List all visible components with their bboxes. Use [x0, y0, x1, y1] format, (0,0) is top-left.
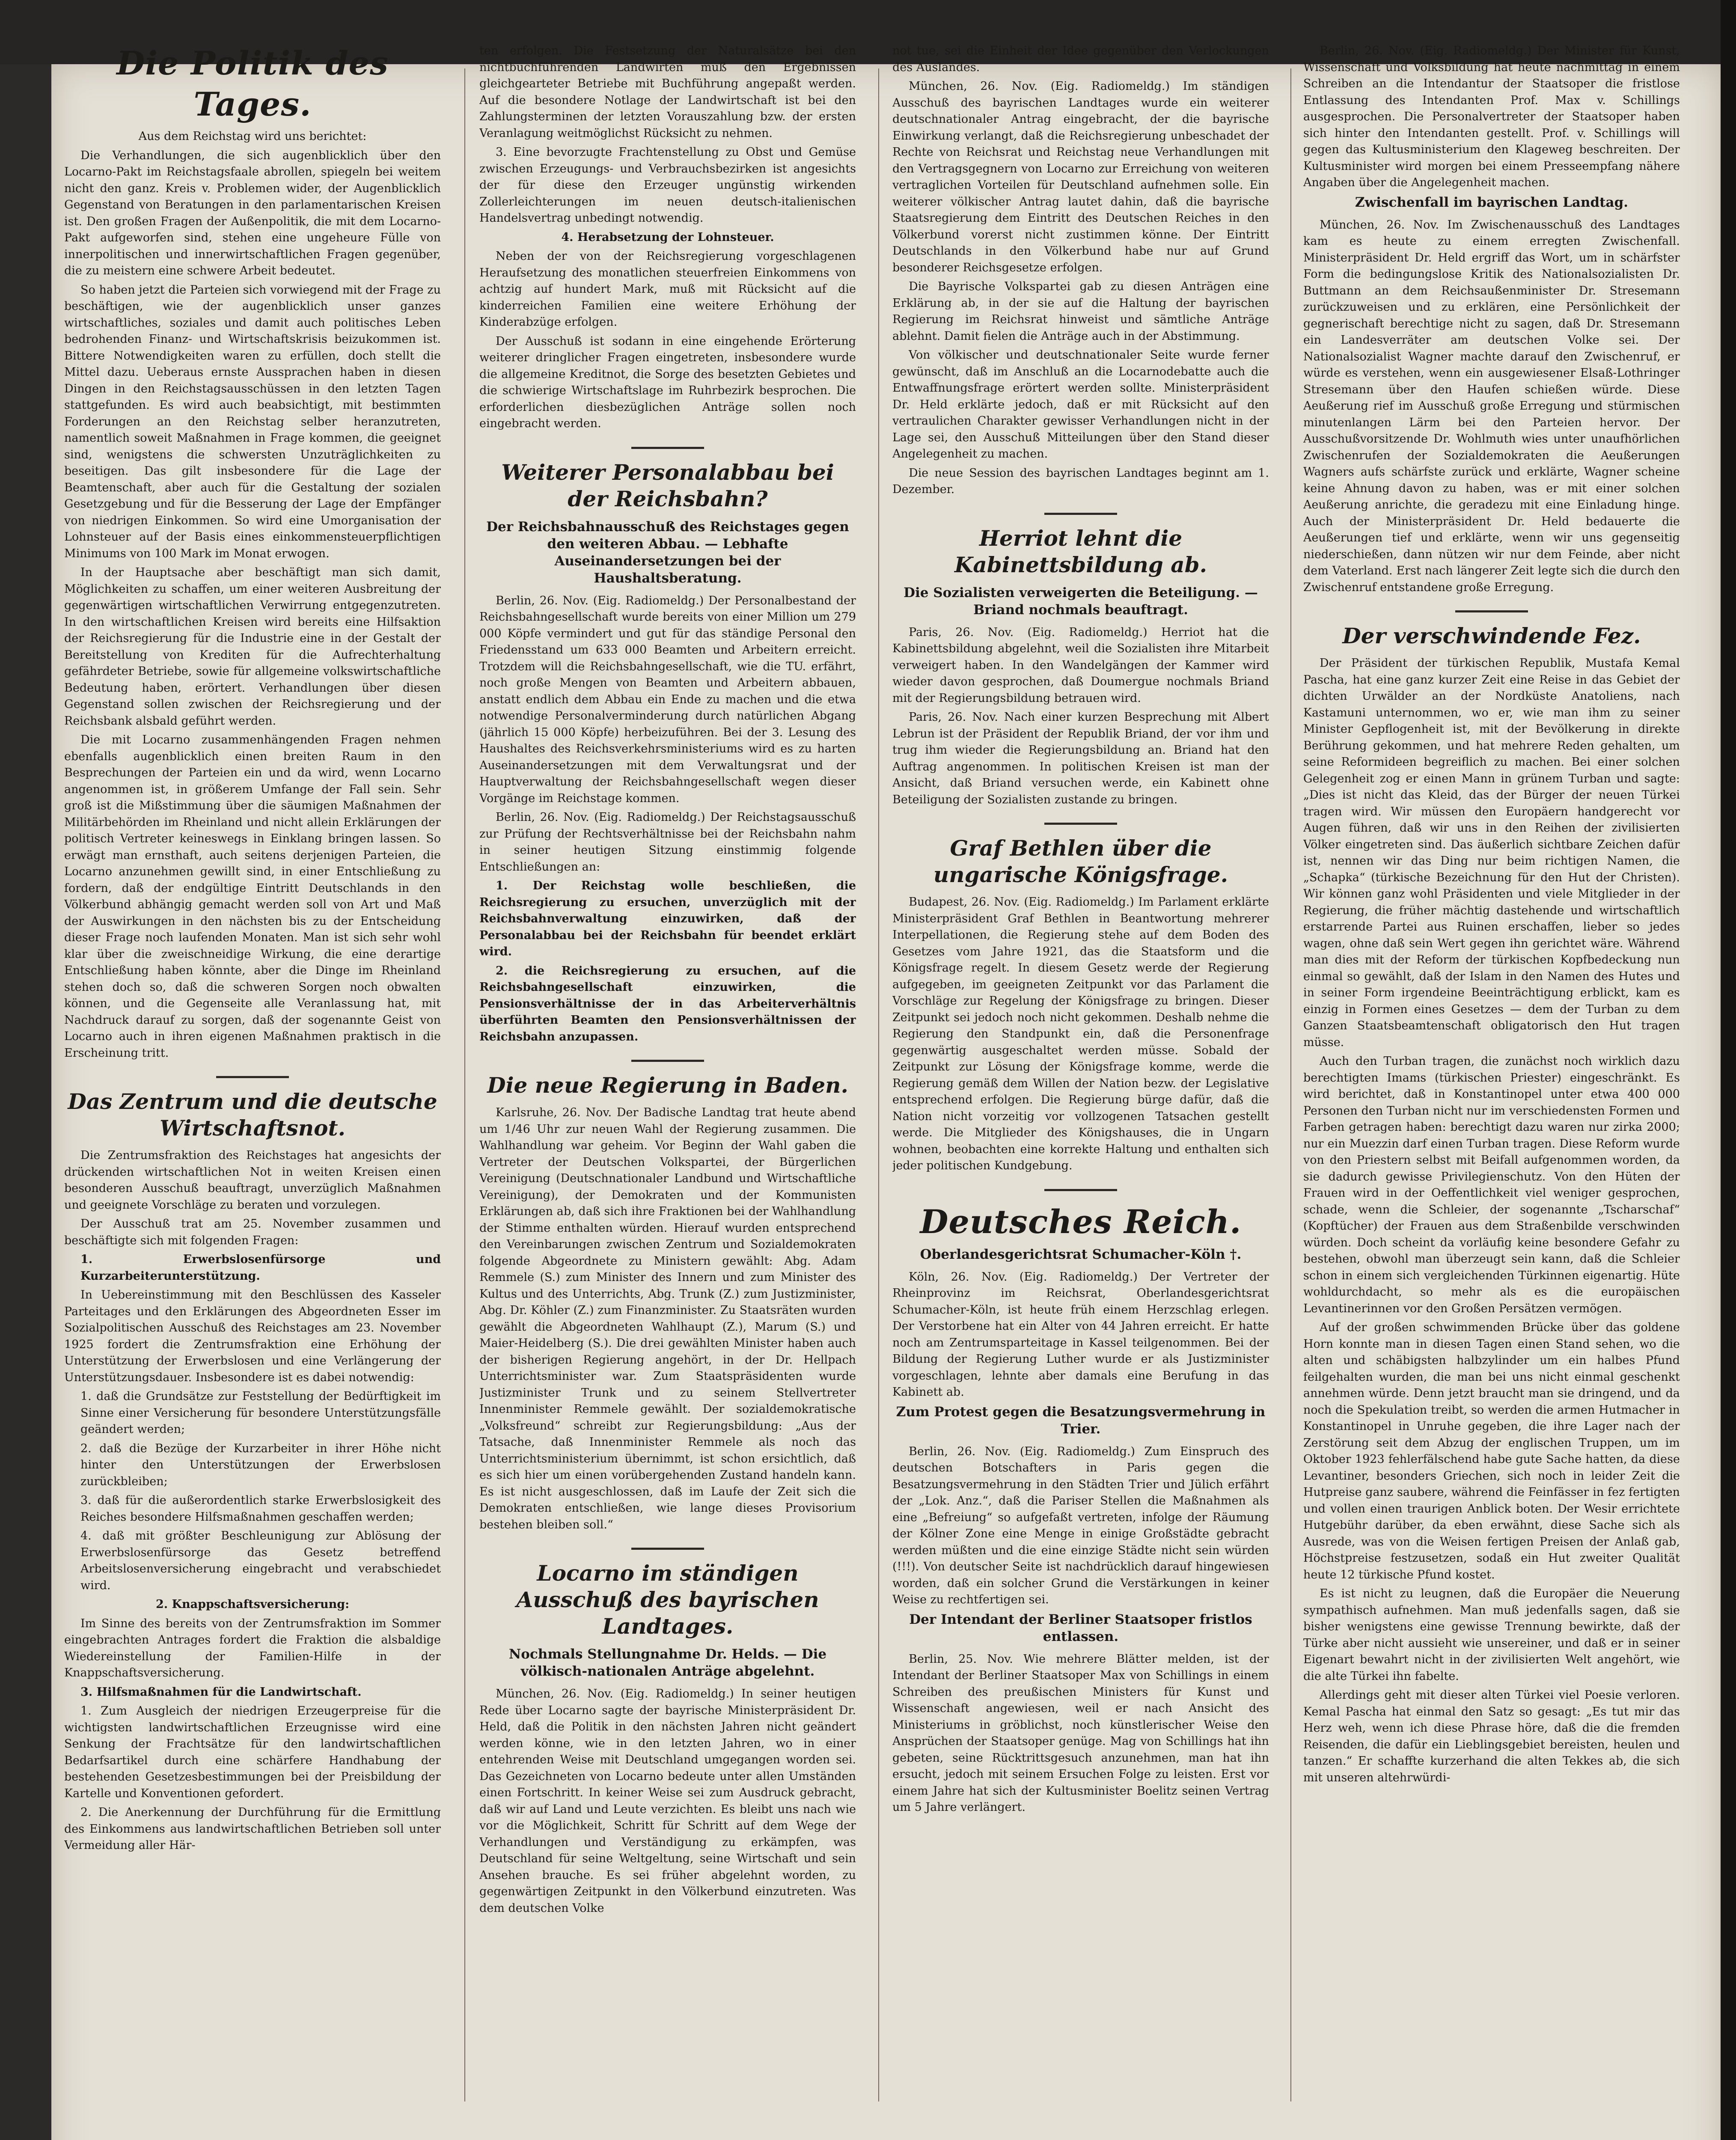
paragraph: Es ist nicht zu leugnen, daß die Europäer die Neuerung sympathisch aufnehmen. Man muß jedenfalls sagen, daß sie bisher wenigstens eine gewisse Trennung bewirkte, daß der Türke aber nicht aussieht wie unsereiner, und daß er in seiner Eigenart bewahrt nicht in der zivilisierten Welt angehört, wie die alte Türkei ihn fabelte.	[1303, 1587, 1680, 1683]
article-subheadline: Oberlandesgerichtsrat Schumacher-Köln †.	[920, 1246, 1242, 1262]
paragraph: Die Verhandlungen, die sich augenblicklich über den Locarno-Pakt im Reichstagsfaale abrollen, spiegeln bei weitem nicht den ganz. Kreis v. Problemen wider, der Augenblicklich Gegenstand von Beratungen in den parlamentarischen Kreisen ist. Den großen Fragen der Außenpolitik, die mit dem Locarno-Pakt aufgeworfen sind, stehen eine ungeheure Fülle von innerpolitischen und innerwirtschaftlichen Fragen gegenüber, die zu meistern eine schwere Arbeit bedeutet.	[64, 149, 441, 277]
section-separator	[1044, 513, 1117, 515]
paragraph: Berlin, 25. Nov. Wie mehrere Blätter melden, ist der Intendant der Berliner Staatsoper Max von Schillings in einem Schreiben des preußischen Ministers für Kunst und Wissenschaft angewiesen, weil er nach Ansicht des Ministeriums in gröblichst, noch künstlerischer Weise den Ansprüchen der Staatsoper genüge. Mag von Schillings hat ihn gebeten, seine Rücktrittsgesuch anzunehmen, man hat ihn ersucht, jedoch mit seinem Ersuchen Folge zu leisten. Erst vor einem Jahre hat sich der Kultusminister Boelitz seinen Vertrag um 5 Jahre verlängert.	[892, 1652, 1269, 1814]
column-3	[892, 43, 1269, 2106]
column-rule	[464, 68, 465, 2101]
paragraph: Karlsruhe, 26. Nov. Der Badische Landtag trat heute abend um 1/46 Uhr zur neuen Wahl der Regierung zusammen. Die Wahlhandlung war geheim. Vor Beginn der Wahl gaben die Vertreter der Deutschen Volkspartei, der Bürgerlichen Vereinigung (Deutschnationaler Landbund und Wirtschaftliche Vereinigung), der Demokraten und der Kommunisten Erklärungen ab, daß sich ihre Fraktionen bei der Wahlhandlung der Stimme enthalten würden. Hierauf wurden entsprechend den Vereinbarungen zwischen Zentrum und Sozialdemokraten folgende Abgeordnete zu Ministern gewählt: Abg. Adam Remmele (S.) zum Minister des Innern und zum Minister des Kultus und des Unterrichts, Abg. Trunk (Z.) zum Justizminister, Abg. Dr. Köhler (Z.) zum Finanzminister. Zu Staatsräten wurden gewählt die Abgeordneten Wahlhaupt (Z.), Marum (S.) und Maier-Heidelberg (S.). Die drei gewählten Minister haben auch der bisherigen Regierung angehört, in der Dr. Hellpach Unterrichtsminister war. Zum Staatspräsidenten wurde Justizminister Trunk und zu seinem Stellvertreter Innenminister Remmele gewählt. Der sozialdemokratische „Volksfreund“ schreibt zur Regierungsbildung: „Aus der Tatsache, daß Innenminister Remmele als noch das Unterrichtsministerium übernimmt, ist schon ersichtlich, daß es sich hier um einen vorübergehenden Zustand handeln kann. Es ist nicht ausgeschlossen, daß im Laufe der Zeit sich die Demokraten entschließen, wie lange dieses Provisorium bestehen bleiben soll.“	[479, 1106, 856, 1531]
paragraph: Neben der von der Reichsregierung vorgeschlagenen Heraufsetzung des monatlichen steuerfreien Einkommens von achtzig auf hundert Mark, muß mit Rücksicht auf die kinderreichen Familien eine weitere Erhöhung der Kinderabzüge erfolgen.	[479, 250, 856, 329]
column-2	[479, 43, 856, 2106]
paragraph: Der Ausschuß trat am 25. November zusammen und beschäftigte sich mit folgenden Fragen:	[64, 1217, 441, 1247]
paragraph: ten erfolgen. Die Festsetzung der Naturalsätze bei den nichtbuchführenden Landwirten muß den Ergebnissen gleichgearteter Betriebe mit Buchführung angepaßt werden. Auf die besondere Notlage der Landwirtschaft ist bei den Zahlungsterminen der letzten Vorauszahlung bzw. der ersten Veranlagung weitmöglichst Rücksicht zu nehmen.	[479, 44, 856, 140]
article-subheadline: Die Sozialisten verweigerten die Beteiligung. — Briand nochmals beauftragt.	[904, 585, 1258, 618]
column-rule	[1290, 68, 1291, 2101]
section-separator	[631, 1548, 704, 1550]
paragraph: München, 26. Nov. (Eig. Radiomeldg.) Im ständigen Ausschuß des bayrischen Landtages wurde ein weiterer deutschnationaler Antrag eingebracht, der die bayrische Einwirkung verlangt, daß die Reichsregierung unbeschadet der Rechte von Reichsrat und Reichstag neue Verhandlungen mit den Vertragsgegnern von Locarno zur Erreichung von weiteren vertraglichen Vorteilen für Deutschland aufnehmen solle. Ein weiterer völkischer Antrag lautet dahin, daß die bayrische Staatsregierung dem Eintritt des Deutschen Reiches in den Völkerbund vorerst nicht zustimmen könne. Der Eintritt Deutschlands in den Völkerbund habe nur auf Grund besonderer Reichsgesetze erfolgen.	[892, 80, 1269, 274]
paragraph: Der Präsident der türkischen Republik, Mustafa Kemal Pascha, hat eine ganz kurzer Zeit eine Reise in das Gebiet der dichten Urwälder an der Nordküste Anatoliens, nach Kastamuni unternommen, wo er, wie man ihm zu seiner Minister Gepflogenheit ist, mit der Bevölkerung in direkte Berührung gekommen, und hat mehrere Reden gehalten, um seine Reformideen begreiflich zu machen. Bei einer solchen Gelegenheit zog er einen Mann in grünem Turban und sagte: „Dies ist nicht das Kleid, das der Bürger der neuen Türkei tragen wird. Wir müssen den Europäern handgerecht vor Augen führen, daß wir uns in den Reihen der zivilisierten Völker eingetreten sind. Das äußerlich sichtbare Zeichen dafür ist, nennen wir das Ding nur beim richtigen Namen, die „Schapka“ (türkische Bezeichnung für den Hut der Christen). Wir können ganz wohl Präsidenten und viele Mitglieder in der Regierung, die früher mächtig dastehende und wirtschaftlich erstarrende Partei aus Ruinen erschaffen, lieber so jedes wagen, ohne daß sein Wert gegen ihn gerichtet wäre. Während man dies mit der Reform der türkischen Kopfbedeckung nun einmal so gewählt, daß der Islam in den Namen des Hutes und in seiner Form irgendeine Beeinträchtigung erblickt, kam es einzig in Formen eines Gesetzes — dem der Turban zu dem Ganzen Staatsbeamtenschaft obligatorisch den Hut tragen müsse.	[1303, 657, 1680, 1049]
paragraph: Von völkischer und deutschnationaler Seite wurde ferner gewünscht, daß im Anschluß an die Locarnodebatte auch die Entwaffnungsfrage erörtert werden sollte. Ministerpräsident Dr. Held erklärte jedoch, daß er mit Rücksicht auf den vertraulichen Charakter gewisser Verhandlungen nicht in der Lage sei, den Ausschuß Mitteilungen über den Stand dieser Angelegenheit zu machen.	[892, 348, 1269, 461]
paragraph: München, 26. Nov. Im Zwischenausschuß des Landtages kam es heute zu einem erregten Zwischenfall. Ministerpräsident Dr. Held ergriff das Wort, um in schärfster Form die bedingungslose Kritik des Nationalsozialisten Dr. Buttmann an dem Reichsaußenminister Dr. Stresemann zurückzuweisen und zu erklären, eine Persönlichkeit der gegnerischaft berechtige nicht zu sagen, daß Dr. Stresemann ein Landesverräter am deutschen Volke sei. Der Nationalsozialist Wagner machte darauf den Zwischenruf, er würde es verstehen, wenn ein ausgewiesener Elsaß-Lothringer Stresemann über den Haufen schießen würde. Diese Aeußerung rief im Ausschuß große Erregung und stürmischen minutenlangen Lärm bei den Parteien hervor. Der Ausschußvorsitzende Dr. Wohlmuth wies unter unaufhörlichen Zwischenrufen der Sozialdemokraten die Aeußerungen Wagners aufs schärfste zurück und erklärte, Wagner scheine keine Ahnung davon zu haben, was er mit einer solchen Aeußerung anrichte, die geradezu mit eine Einladung hinge. Auch der Ministerpräsident Dr. Held bedauerte die Aeußerungen tief und erklärte, wenn wir uns gegenseitig niederschießen, dann nützen wir nur dem Feinde, aber nicht dem Vaterland. Erst nach längerer Zeit legte sich die durch den Zwischenruf entstandene große Erregung.	[1303, 218, 1680, 594]
article-subheadline: Der Reichsbahnausschuß des Reichstages gegen den weiteren Abbau. — Lebhafte Auseinandersetzungen bei der Haushaltsberatung.	[486, 519, 849, 586]
paragraph: Paris, 26. Nov. (Eig. Radiomeldg.) Herriot hat die Kabinettsbildung abgelehnt, weil die Sozialisten ihre Mitarbeit verweigert haben. In den Wandelgängen der Kammer wird wieder davon gesprochen, daß Doumergue nochmals Briand mit der Regierungsbildung betrauen wird.	[892, 625, 1269, 705]
article-subheadline: Zwischenfall im bayrischen Landtag.	[1355, 194, 1629, 210]
article-headline: Locarno im ständigen Ausschuß des bayrischen Landtages.	[516, 1560, 819, 1639]
paragraph: Der Ausschuß ist sodann in eine eingehende Erörterung weiterer dringlicher Fragen eingetreten, insbesondere wurde die allgemeine Kreditnot, die Sorge des besetzten Gebietes und die schwierige Wirtschaftslage im Ruhrbezirk besprochen. Die erforderlichen diesbezüglichen Anträge sollen noch eingebracht werden.	[479, 334, 856, 430]
list-item: 4. daß mit größter Beschleunigung zur Ablösung der Erwerbslosenfürsorge das Gesetz betreffend Arbeitslosenversicherung eingebracht und verabschiedet wird.	[80, 1529, 441, 1592]
paragraph: 1. Zum Ausgleich der niedrigen Erzeugerpreise für die wichtigsten landwirtschaftlichen Erzeugnisse wird eine Senkung der Frachtsätze für den landwirtschaftlichen Bedarfsartikel durch eine schärfere Handhabung der bestehenden Gesetzesbestimmungen bei der Preisbildung der Kartelle und Konventionen gefordert.	[64, 1704, 441, 1800]
paragraph: Paris, 26. Nov. Nach einer kurzen Besprechung mit Albert Lebrun ist der Präsident der Republik Briand, der vor ihm und trug ihm wieder die Regierungsbildung an. Briand hat den Auftrag angenommen. In politischen Kreisen ist man der Ansicht, daß Briand versuchen werde, ein Kabinett ohne Beteiligung der Sozialisten zustande zu bringen.	[892, 710, 1269, 806]
list-item: 1. Der Reichstag wolle beschließen, die Reichsregierung zu ersuchen, unverzüglich mit der Reichsbahnverwaltung einzuwirken, daß der Personalabbau bei der Reichsbahn für beendet erklärt wird.	[479, 879, 856, 958]
section-separator	[216, 1076, 289, 1078]
article-headline: Herriot lehnt die Kabinettsbildung ab.	[954, 525, 1207, 577]
list-heading: 2. Knappschaftsversicherung:	[155, 1598, 350, 1611]
article-headline: Graf Bethlen über die ungarische Königsfrage.	[933, 835, 1228, 887]
section-separator	[631, 1060, 704, 1062]
paragraph: Berlin, 26. Nov. (Eig. Radiomeldg.) Der Reichstagsausschuß zur Prüfung der Rechtsverhältnisse bei der Reichsbahn nahm in seiner heutigen Sitzung einstimmig folgende Entschließungen an:	[479, 811, 856, 874]
paragraph: In der Hauptsache aber beschäftigt man sich damit, Möglichkeiten zu schaffen, um einer weiteren Ausbreitung der gegenwärtigen wirtschaftlichen Verwirrung entgegenzutreten. In den wirtschaftlichen Kreisen wird bereits eine Hilfsaktion der Reichsregierung für die Industrie eine in der Gestalt der Bereitstellung von Krediten für die Aufrechterhaltung gefährdeter Betriebe, sowie für allgemeine volkswirtschaftliche Bedeutung haben, erörtert. Verhandlungen über diesen Gegenstand sollen zwischen der Reichsregierung und der Reichsbank alsbald geführt werden.	[64, 566, 441, 728]
list-heading: 3. Hilfsmaßnahmen für die Landwirtschaft.	[80, 1685, 362, 1699]
section-separator	[1044, 823, 1117, 825]
list-item: 3. daß für die außerordentlich starke Erwerbslosigkeit des Reiches besondere Hilfsmaßnahmen geschaffen werden;	[80, 1494, 441, 1524]
paragraph: Berlin, 26. Nov. (Eig. Radiomeldg.) Der Personalbestand der Reichsbahngesellschaft wurde bereits von einer Million um 279 000 Köpfe vermindert und gut für das ständige Personal den Friedensstand um 633 000 Beamten und Arbeitern erreicht. Trotzdem will die Reichsbahngesellschaft, wie die TU. erfährt, noch große Mengen von Beamten und Arbeitern abbauen, anstatt endlich dem Abbau ein Ende zu machen und die etwa notwendige Personalverminderung durch natürlichen Abgang (jährlich 15 000 Köpfe) herbeizuführen. Bei der 3. Lesung des Haushaltes des Reichsverkehrsministeriums wird es zu harten Auseinandersetzungen mit dem Verwaltungsrat und der Hauptverwaltung der Reichsbahngesellschaft wegen dieser Vorgänge im Reichstage kommen.	[479, 594, 856, 805]
paragraph: 2. Die Anerkennung der Durchführung für die Ermittlung des Einkommens aus landwirtschaftlichen Betrieben soll unter Vermeidung aller Här-	[64, 1806, 441, 1852]
column-4	[1303, 43, 1680, 2106]
paragraph: Berlin, 26. Nov. (Eig. Radiomeldg.) Zum Einspruch des deutschen Botschafters in Paris gegen die Besatzungsvermehrung in den Städten Trier und Jülich erfährt der „Lok. Anz.“, daß die Pariser Stellen die Maßnahmen als eine „Befreiung“ so aufgefaßt vertreten, infolge der Räumung der Kölner Zone eine Menge in einige Großstädte gebracht werden müßten und die eine einzige Städte nicht sein würden (!!!). Von deutscher Seite ist nachdrücklich darauf hingewiesen worden, daß ein solcher Grund die Verstärkungen in keiner Weise zu rechtfertigen sei.	[892, 1444, 1269, 1606]
list-item: 2. daß die Bezüge der Kurzarbeiter in ihrer Höhe nicht hinter den Unterstützungen der Erwerbslosen zurückbleiben;	[80, 1442, 441, 1488]
section-separator	[1455, 610, 1528, 612]
paragraph: Die mit Locarno zusammenhängenden Fragen nehmen ebenfalls augenblicklich einen breiten Raum in den Besprechungen der Parteien ein und da wird, wenn Locarno angenommen ist, in größerem Umfange der Fall sein. Sehr groß ist die Mißstimmung über die säumigen Maßnahmen der Militärbehörden im Rheinland und nicht allein Erklärungen der politisch Vertreter keineswegs in Einklang bringen lassen. So erwägt man ernsthaft, auch seitens derjenigen Parteien, die Locarno anzunehmen gewillt sind, in einer Entschließung zu fordern, daß der endgültige Eintritt Deutschlands in den Völkerbund abhängig gemacht werden soll von Art und Maß der Auswirkungen in den nächsten bis zu der Entscheidung dieser Frage noch laufenden Monaten. Man ist sich sehr wohl klar über die zweischneidige Wirkung, die eine derartige Entschließung haben könnte, aber die Dinge im Rheinland stehen doch so, daß die schweren Sorgen noch obwalten können, und die Gegenseite alle Veranlassung hat, mit Nachdruck darauf zu sorgen, daß der sogenannte Geist von Locarno auch in ihren eigenen Maßnahmen praktisch in die Erscheinung tritt.	[64, 733, 441, 1060]
article-headline: Die neue Regierung in Baden.	[487, 1073, 848, 1098]
list-item: 2. die Reichsregierung zu ersuchen, auf die Reichsbahngesellschaft einzuwirken, die Pensionsverhältnisse der in das Arbeiterverhältnis überführten Beamten den Pensionsverhältnissen der Reichsbahn anzupassen.	[479, 964, 856, 1043]
list-heading: 1. Erwerbslosenfürsorge und Kurzarbeiterunterstützung.	[80, 1253, 441, 1283]
paragraph: 3. Eine bevorzugte Frachtenstellung zu Obst und Gemüse zwischen Erzeugungs- und Verbrauchsbezirken ist angesichts der für diese den Erzeuger ungünstig wirkenden Zollerleichterungen im neuen deutsch-italienischen Handelsvertrag unbedingt notwendig.	[479, 146, 856, 225]
article-subheadline: Der Intendant der Berliner Staatsoper fristlos entlassen.	[909, 1611, 1252, 1644]
paragraph: Die neue Session des bayrischen Landtages beginnt am 1. Dezember.	[892, 466, 1269, 496]
paragraph: Allerdings geht mit dieser alten Türkei viel Poesie verloren. Kemal Pascha hat einmal den Satz so gesagt: „Es tut mir das Herz weh, wenn ich diese Phrase höre, daß die die fremden Reisenden, die dafür ein Lieblingsgebiet bereisten, heulen und tanzen.“ Er schaffte kurzerhand die alten Tekkes ab, die sich mit unseren altehrwürdi-	[1303, 1688, 1680, 1784]
column-rule	[878, 68, 879, 2101]
paragraph: Berlin, 26. Nov. (Eig. Radiomeldg.) Der Minister für Kunst, Wissenschaft und Volksbildung hat heute nachmittag in einem Schreiben an die Intendantur der Staatsoper die fristlose Entlassung des Intendanten Prof. Max v. Schillings ausgesprochen. Die Personalvertreter der Staatsoper haben sich hinter den Intendanten gestellt. Prof. v. Schillings will gegen das Kultusministerium den Klageweg beschreiten. Der Kultusminister wird morgen bei einem Presseempfang nähere Angaben über die Angelegenheit machen.	[1303, 44, 1680, 189]
paragraph: München, 26. Nov. (Eig. Radiomeldg.) In seiner heutigen Rede über Locarno sagte der bayrische Ministerpräsident Dr. Held, daß die Politik in den nächsten Jahren nicht geändert werden könne, wie in den letzten Jahren, wo in einer entehrenden Weise mit Deutschland umgegangen worden sei. Das Gezeichneten von Locarno bedeute unter allen Umständen einen Fortschritt. In keiner Weise sei zum Ausdruck gebracht, daß wir auf Land und Leute verzichten. Es bleibt uns nach wie vor die Möglichkeit, Schritt für Schritt auf dem Wege der Verhandlungen und Verständigung zu erkämpfen, was Deutschland für seine Weltgeltung, seine Wirtschaft und sein Ansehen brauche. Es sei früher abgelehnt worden, zu gegenwärtigen Zeitpunkt in den Völkerbund einzutreten. Was dem deutschen Volke	[479, 1687, 856, 1915]
paragraph: not tue, sei die Einheit der Idee gegenüber den Verlockungen des Auslandes.	[892, 44, 1269, 74]
paragraph: Im Sinne des bereits von der Zentrumsfraktion im Sommer eingebrachten Antrages fordert die Fraktion die alsbaldige Wiedereinstellung der Familien-Hilfe in der Knappschaftsversicherung.	[64, 1617, 441, 1679]
paragraph: So haben jetzt die Parteien sich vorwiegend mit der Frage zu beschäftigen, wie der augenblicklich unser ganzes wirtschaftliches, soziales und damit auch politisches Leben bedrohenden Finanz- und Wirtschaftskrisis beizukommen ist. Bittere Notwendigkeiten waren zu erfüllen, doch stellt die Mittel dazu. Ueberaus ernste Aussprachen haben in diesen Dingen in den Reichstagsausschüssen in den letzten Tagen stattgefunden. Es wird auch beabsichtigt, mit bestimmten Forderungen an den Reichstag selber heranzutreten, namentlich soweit Maßnahmen in Frage kommen, die geeignet sind, wenigstens die schwersten Unzuträglichkeiten zu beseitigen. Das gilt insbesondere für die Lage der Beamtenschaft, aber auch für die Gestaltung der sozialen Gesetzgebung und für die Besserung der Lage der Empfänger von niedrigen Einkommen. So wird eine Umorganisation der Lohnsteuer auf der Basis eines einkommensteuerpflichtigen Minimums von 100 Mark im Monat erwogen.	[64, 283, 441, 560]
section-separator	[631, 447, 704, 449]
scan-right-edge	[1721, 0, 1736, 2140]
article-headline: Weiterer Personalabbau bei der Reichsbahn?	[501, 459, 834, 511]
list-heading: 4. Herabsetzung der Lohnsteuer.	[561, 230, 774, 244]
article-headline: Das Zentrum und die deutsche Wirtschaftsnot.	[68, 1089, 437, 1141]
paragraph: Budapest, 26. Nov. (Eig. Radiomeldg.) Im Parlament erklärte Ministerpräsident Graf Bethlen in Beantwortung mehrerer Interpellationen, die Regierung stehe auf dem Boden des Gesetzes vom Jahre 1921, das die Staatsform und die Königsfrage regelt. In diesem Gesetz werde der Regierung aufgegeben, im geeigneten Zeitpunkt vor das Parlament die Vorschläge zur Regelung der Königsfrage zu bringen. Dieser Zeitpunkt sei jedoch noch nicht gekommen. Deshalb nehme die Regierung den Standpunkt ein, daß die Personenfrage gegenwärtig ausgeschaltet werden müsse. Sobald der Zeitpunkt zur Lösung der Königsfrage komme, werde die Regierung gemäß dem Willen der Nation bezw. der Legislative entsprechend erfolgen. Die Regierung bürge dafür, daß die Nation nicht vorzeitig vor vollzogenen Tatsachen gestellt werde. Die Mitglieder des Königshauses, die in Ungarn wohnen, beobachten eine korrekte Haltung und enthalten sich jeder politischen Kundgebung.	[892, 895, 1269, 1172]
paragraph: Die Bayrische Volkspartei gab zu diesen Anträgen eine Erklärung ab, in der sie auf die Haltung der bayrischen Regierung im Reichsrat hinweist und sämtliche Anträge ablehnt. Damit fielen die Anträge auch in der Abstimmung.	[892, 280, 1269, 343]
paragraph: Auf der großen schwimmenden Brücke über das goldene Horn konnte man in diesen Tagen einen Stand sehen, wo die alten und schäbigsten halbzylinder um ein halbes Pfund feilgehalten wurden, die man bei uns nicht einmal geschenkt annehmen würde. Denn jetzt braucht man sie dringend, und da noch die Spekulation treibt, so werden die armen Hutmacher in Konstantinopel in Unruhe gegeben, die ihre Lager nach der Zerstörung seit dem Abzug der englischen Truppen, um im Oktober 1923 fehlerfälschend habe gute Sache hatten, da diese Levantiner, besonders Griechen, sich noch in leider Zeit die Hutpreise ganz saubere, während die Feinfässer in fez fertigten und vollen einen traurigen Anblick boten. Der Wesir errichtete Hutgebühr darüber, da eben erwähnt, diese Sache sich als Ausrede, was von die Weisen fertigen Preisen der Anlaß gab, Höchstpreise festzusetzen, sodaß ein Hut zweiter Qualität heute 12 türkische Pfund kostet.	[1303, 1321, 1680, 1581]
article-headline: Die Politik des Tages.	[116, 44, 389, 123]
paragraph: Köln, 26. Nov. (Eig. Radiomeldg.) Der Vertreter der Rheinprovinz im Reichsrat, Oberlandesgerichtsrat Schumacher-Köln, ist heute früh einem Herzschlag erlegen. Der Verstorbene hat ein Alter von 44 Jahren erreicht. Er hatte noch am Zentrumsparteitage in Kassel teilgenommen. Bei der Bildung der Regierung Luther wurde er als Justizminister vorgeschlagen, lehnte aber damals eine Berufung in das Kabinett ab.	[892, 1270, 1269, 1399]
column-1	[64, 43, 441, 2106]
article-subline: Aus dem Reichstag wird uns berichtet:	[138, 130, 367, 143]
section-headline: Deutsches Reich.	[920, 1202, 1242, 1241]
paragraph: In Uebereinstimmung mit den Beschlüssen des Kasseler Parteitages und den Erklärungen des Abgeordneten Esser im Sozialpolitischen Ausschuß des Reichstages am 23. November 1925 fordert die Zentrumsfraktion eine Erhöhung der Unterstützung der Erwerbslosen und eine Verlängerung der Unterstützungsdauer. Insbesondere ist es dabei notwendig:	[64, 1288, 441, 1384]
article-headline: Der verschwindende Fez.	[1342, 623, 1641, 648]
article-subheadline: Zum Protest gegen die Besatzungsvermehrung in Trier.	[896, 1404, 1266, 1437]
section-separator	[1044, 1189, 1117, 1191]
list-item: 1. daß die Grundsätze zur Feststellung der Bedürftigkeit im Sinne einer Versicherung für besondere Unterstützungsfälle geändert werden;	[80, 1390, 441, 1436]
article-subheadline: Nochmals Stellungnahme Dr. Helds. — Die völkisch-nationalen Anträge abgelehnt.	[508, 1647, 827, 1679]
paragraph: Auch den Turban tragen, die zunächst noch wirklich dazu berechtigten Imams (türkischen Priester) eingeschränkt. Es wird berichtet, daß in Konstantinopel unter etwa 400 000 Personen den Turban nicht nur im verschiedensten Formen und Farben getragen haben: berechtigt dazu waren nur zirka 2000; nur ein Muezzin darf einen Turban tragen. Diese Reform wurde von den Priestern selbst mit Beifall aufgenommen worden, da sie dadurch gewisse Privilegienschutz. Von den Hüten der Frauen wird in der Oeffentlichkeit viel weniger gesprochen, schade, wenn die Schleier, der sogenannte „Tscharschaf“ (Kopftücher) der Frauen aus dem Straßenbilde verschwinden würden. Doch scheint da vorläufig keine besondere Gefahr zu bestehen, obwohl man überzeugt sein kann, daß die Schleier schon in einem sich vergleichenden Türkinnen eigenartig. Hüte wohldurchdacht, so mehr als es die europäischen Levantinerinnen vor den Großen Persätzen vermögen.	[1303, 1055, 1680, 1315]
paragraph: Die Zentrumsfraktion des Reichstages hat angesichts der drückenden wirtschaftlichen Not in weiten Kreisen einen besonderen Ausschuß beauftragt, unverzüglich Maßnahmen und geeignete Vorschläge zu beraten und vorzulegen.	[64, 1149, 441, 1212]
